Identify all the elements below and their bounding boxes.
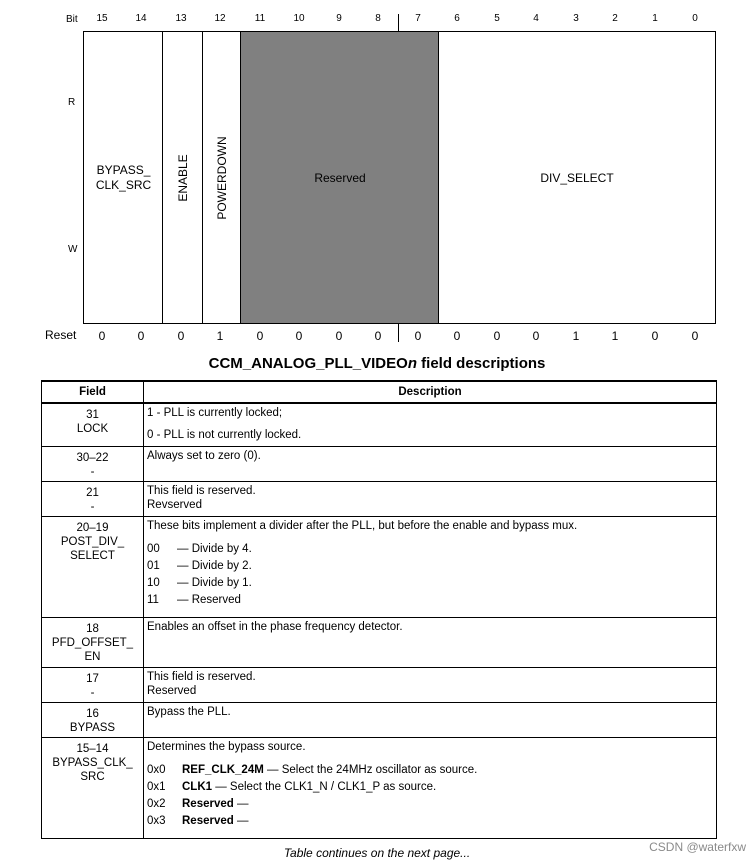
description-text: Bypass the PLL. bbox=[147, 705, 231, 718]
field-name: - bbox=[90, 465, 95, 478]
bit-number: 15 bbox=[96, 13, 108, 24]
option-row bbox=[147, 762, 712, 779]
option-bold: Reserved bbox=[182, 814, 234, 827]
option-row bbox=[147, 813, 712, 830]
description-text: These bits implement a divider after the PLL, but before the enable and bypass mux. bbox=[147, 519, 578, 532]
option-row bbox=[147, 558, 712, 575]
field-bits: 21 bbox=[86, 486, 99, 499]
field-name: LOCK bbox=[76, 423, 109, 435]
option-key: 00 bbox=[147, 542, 160, 555]
field-powerdown bbox=[203, 32, 241, 323]
bit-label: Bit bbox=[66, 14, 78, 25]
bit-number: 7 bbox=[415, 13, 421, 24]
description-text: Always set to zero (0). bbox=[147, 449, 261, 462]
read-label: R bbox=[68, 97, 76, 108]
table-row bbox=[42, 481, 717, 516]
description-cell bbox=[144, 667, 717, 702]
footer-note: Table continues on the next page... bbox=[283, 846, 471, 860]
field-cell bbox=[42, 667, 144, 702]
reset-value: 0 bbox=[177, 329, 185, 343]
option-text: — Divide by 1. bbox=[177, 576, 252, 589]
table-row bbox=[42, 702, 717, 737]
reset-value: 0 bbox=[335, 329, 343, 343]
field-enable bbox=[163, 32, 203, 323]
table-row bbox=[42, 403, 717, 446]
option-text: — Divide by 4. bbox=[177, 542, 252, 555]
option-key: 0x3 bbox=[147, 814, 166, 827]
description-cell bbox=[144, 481, 717, 516]
table-title-main: CCM_ANALOG_PLL_VIDEO bbox=[208, 355, 408, 372]
option-row bbox=[147, 779, 712, 796]
field-name: - bbox=[90, 686, 95, 699]
field-cell bbox=[42, 516, 144, 617]
bit-number: 8 bbox=[375, 13, 381, 24]
field-name: BYPASS_CLK_ bbox=[52, 756, 133, 769]
reset-value: 0 bbox=[98, 329, 106, 343]
field-bits: 15–14 bbox=[76, 742, 109, 755]
field-name: PFD_OFFSET_ bbox=[51, 636, 134, 649]
option-key: 0x2 bbox=[147, 797, 166, 810]
option-text: — Select the CLK1_N / CLK1_P as source. bbox=[212, 780, 437, 793]
table-title bbox=[0, 355, 754, 372]
option-key: 0x1 bbox=[147, 780, 166, 793]
description-text: 0 - PLL is not currently locked. bbox=[147, 429, 302, 441]
write-label: W bbox=[68, 244, 78, 255]
description-cell bbox=[144, 516, 717, 617]
field-name-cont: SELECT bbox=[70, 549, 115, 562]
field-name-cont: EN bbox=[84, 650, 101, 663]
field-reserved bbox=[241, 32, 439, 323]
table-row bbox=[42, 516, 717, 617]
field-bits: 17 bbox=[86, 672, 99, 685]
reset-value: 1 bbox=[611, 329, 619, 343]
bit-number: 13 bbox=[175, 13, 187, 24]
field-cell bbox=[42, 617, 144, 667]
reset-value: 1 bbox=[216, 329, 224, 343]
bit-number: 4 bbox=[533, 13, 539, 24]
byte-divider-bottom bbox=[398, 324, 399, 342]
option-row bbox=[147, 575, 712, 592]
field-powerdown-label: POWERDOWN bbox=[214, 135, 229, 220]
reset-value: 0 bbox=[532, 329, 540, 343]
reset-value: 0 bbox=[453, 329, 461, 343]
description-cell bbox=[144, 446, 717, 481]
option-bold: REF_CLK_24M bbox=[182, 763, 264, 776]
field-name-cont: SRC bbox=[80, 770, 105, 783]
field-div-select-label: DIV_SELECT bbox=[540, 171, 614, 185]
table-row bbox=[42, 446, 717, 481]
field-cell bbox=[42, 446, 144, 481]
field-name: POST_DIV_ bbox=[60, 535, 125, 548]
header-description: Description bbox=[144, 381, 717, 403]
reset-value: 0 bbox=[256, 329, 264, 343]
bit-number: 9 bbox=[336, 13, 342, 24]
watermark: CSDN @waterfxw bbox=[649, 840, 746, 854]
field-enable-label: ENABLE bbox=[175, 153, 190, 202]
field-bypass-clk-src bbox=[84, 32, 163, 323]
description-text: 1 - PLL is currently locked; bbox=[147, 407, 283, 419]
reset-value: 0 bbox=[651, 329, 659, 343]
register-fields bbox=[83, 31, 716, 324]
reset-value: 0 bbox=[691, 329, 699, 343]
description-text: Enables an offset in the phase frequency detector. bbox=[147, 620, 403, 633]
option-text: — Divide by 2. bbox=[177, 559, 252, 572]
description-text: This field is reserved. bbox=[147, 484, 256, 497]
description-text: Revserved bbox=[147, 498, 202, 511]
option-row bbox=[147, 541, 712, 558]
bit-number: 10 bbox=[293, 13, 305, 24]
bit-number: 12 bbox=[214, 13, 226, 24]
bit-number: 0 bbox=[692, 13, 698, 24]
table-row bbox=[42, 617, 717, 667]
field-name: - bbox=[90, 500, 95, 513]
description-cell bbox=[144, 403, 717, 446]
byte-divider-top bbox=[398, 14, 399, 31]
bit-number: 2 bbox=[612, 13, 618, 24]
option-text: — bbox=[233, 797, 249, 810]
table-row bbox=[42, 737, 717, 838]
bit-number: 6 bbox=[454, 13, 460, 24]
field-description-table bbox=[41, 380, 717, 839]
field-bits: 20–19 bbox=[76, 521, 109, 534]
reset-value: 0 bbox=[493, 329, 501, 343]
bit-number: 3 bbox=[573, 13, 579, 24]
option-key: 11 bbox=[147, 593, 159, 606]
table-header-row bbox=[42, 381, 717, 403]
option-bold: CLK1 bbox=[182, 780, 213, 793]
description-cell bbox=[144, 702, 717, 737]
option-text: — Select the 24MHz oscillator as source. bbox=[263, 763, 478, 776]
description-cell bbox=[144, 617, 717, 667]
option-text: — Reserved bbox=[177, 593, 241, 606]
field-bypass-label-line2: CLK_SRC bbox=[95, 178, 152, 192]
table-title-tail: field descriptions bbox=[417, 355, 546, 372]
option-bold: Reserved bbox=[182, 797, 234, 810]
description-text: Determines the bypass source. bbox=[147, 740, 306, 753]
reset-value: 0 bbox=[295, 329, 303, 343]
description-text: This field is reserved. bbox=[147, 670, 256, 683]
field-div-select bbox=[439, 32, 715, 323]
option-row bbox=[147, 796, 712, 813]
option-row bbox=[147, 592, 712, 609]
field-bypass-label-line1: BYPASS_ bbox=[96, 163, 151, 177]
description-cell bbox=[144, 737, 717, 838]
bit-number: 1 bbox=[652, 13, 658, 24]
field-reserved-label: Reserved bbox=[314, 171, 366, 185]
option-key: 01 bbox=[147, 559, 160, 572]
bit-number: 14 bbox=[135, 13, 147, 24]
reset-value: 0 bbox=[137, 329, 145, 343]
table-row bbox=[42, 667, 717, 702]
field-cell bbox=[42, 702, 144, 737]
header-field: Field bbox=[42, 381, 144, 403]
bit-number: 11 bbox=[254, 13, 266, 24]
reset-value: 0 bbox=[414, 329, 422, 343]
field-bits: 16 bbox=[86, 707, 99, 720]
description-text: Reserved bbox=[147, 684, 197, 697]
reset-value: 1 bbox=[572, 329, 580, 343]
option-text: — bbox=[233, 814, 249, 827]
reset-value: 0 bbox=[374, 329, 382, 343]
field-bits: 30–22 bbox=[76, 451, 109, 464]
field-bits: 31 bbox=[86, 409, 99, 421]
field-bits: 18 bbox=[86, 622, 99, 635]
table-title-italic: n bbox=[407, 355, 417, 372]
field-name: BYPASS bbox=[69, 721, 116, 734]
field-cell bbox=[42, 737, 144, 838]
reset-label: Reset bbox=[45, 328, 77, 342]
field-cell bbox=[42, 403, 144, 446]
option-key: 10 bbox=[147, 576, 160, 589]
option-key: 0x0 bbox=[147, 763, 166, 776]
field-cell bbox=[42, 481, 144, 516]
bit-number: 5 bbox=[494, 13, 500, 24]
